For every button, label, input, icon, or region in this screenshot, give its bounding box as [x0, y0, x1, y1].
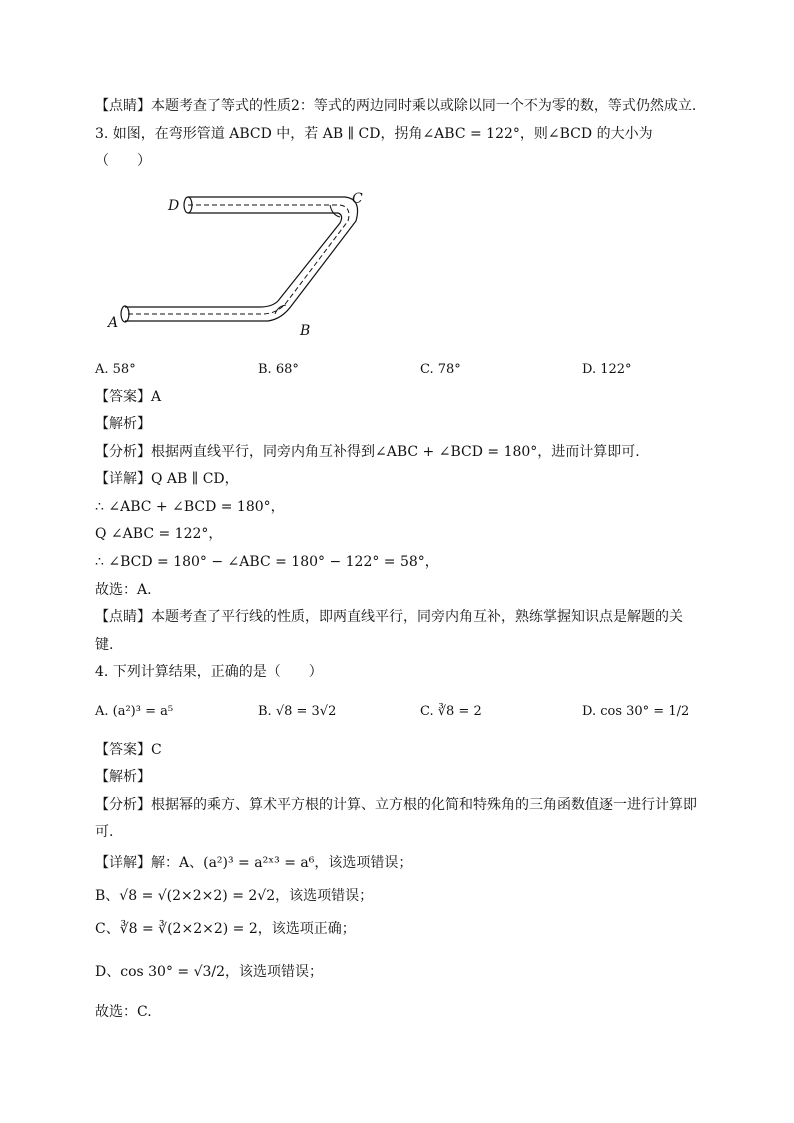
q3-option-b: B. 68° [258, 362, 299, 377]
q4-detail-d: D、cos 30° = √3/2，该选项错误； [95, 964, 324, 980]
q4-analysis-heading: 【解析】 [95, 769, 151, 785]
q3-option-c: C. 78° [420, 362, 461, 377]
q3-blank: （ ） [95, 153, 151, 169]
q3-choice: 故选：A. [95, 582, 152, 598]
q3-analysis: 【分析】根据两直线平行，同旁内角互补得到∠ABC + ∠BCD = 180°，进而计算即可. [95, 444, 640, 460]
q4-option-b: B. √8 = 3√2 [258, 704, 337, 719]
q3-remark-2: 键. [95, 637, 114, 653]
q3-remark-1: 【点睛】本题考查了平行线的性质，即两直线平行，同旁内角互补，熟练掌握知识点是解题的关 [95, 609, 683, 625]
q4-detail-b: B、√8 = √(2×2×2) = 2√2，该选项错误； [95, 888, 374, 904]
pipe-figure [100, 185, 390, 345]
q4-answer: 【答案】C [95, 742, 162, 758]
q3-analysis-heading: 【解析】 [95, 416, 151, 432]
q4-option-c: C. ∛8 = 2 [420, 704, 482, 719]
q3-detail-1: 【详解】Q AB ∥ CD， [95, 471, 239, 487]
q3-answer: 【答案】A [95, 389, 162, 405]
label-c: C [352, 191, 363, 207]
q4-analysis-2: 可. [95, 824, 114, 840]
q3-detail-2: ∴ ∠ABC + ∠BCD = 180°， [95, 499, 285, 515]
q3-detail-3: Q ∠ABC = 122°， [95, 526, 223, 542]
q4-detail-c: C、∛8 = ∛(2×2×2) = 2，该选项正确； [95, 921, 356, 937]
q4-choice: 故选：C. [95, 1004, 152, 1020]
q3-option-d: D. 122° [582, 362, 632, 377]
q2-remark: 【点睛】本题考查了等式的性质2：等式的两边同时乘以或除以同一个不为零的数，等式仍然成立. [95, 98, 697, 114]
q3-detail-4: ∴ ∠BCD = 180° − ∠ABC = 180° − 122° = 58°， [95, 554, 439, 570]
q3-option-a: A. 58° [95, 362, 136, 377]
q4-analysis-1: 【分析】根据幂的乘方、算术平方根的计算、立方根的化简和特殊角的三角函数值逐一进行计算即 [95, 797, 697, 813]
q4-option-d: D. cos 30° = 1/2 [582, 704, 690, 719]
label-d: D [168, 198, 180, 214]
q4-detail-a: 【详解】解：A、(a²)³ = a²ˣ³ = a⁶，该选项错误； [95, 855, 413, 871]
q4-stem: 4. 下列计算结果，正确的是（ ） [95, 664, 323, 680]
q4-option-a: A. (a²)³ = a⁵ [95, 704, 174, 719]
label-a: A [108, 315, 119, 331]
q3-stem: 3. 如图，在弯形管道 ABCD 中，若 AB ∥ CD，拐角∠ABC = 122°，则∠BCD 的大小为 [95, 126, 653, 142]
label-b: B [300, 323, 311, 339]
